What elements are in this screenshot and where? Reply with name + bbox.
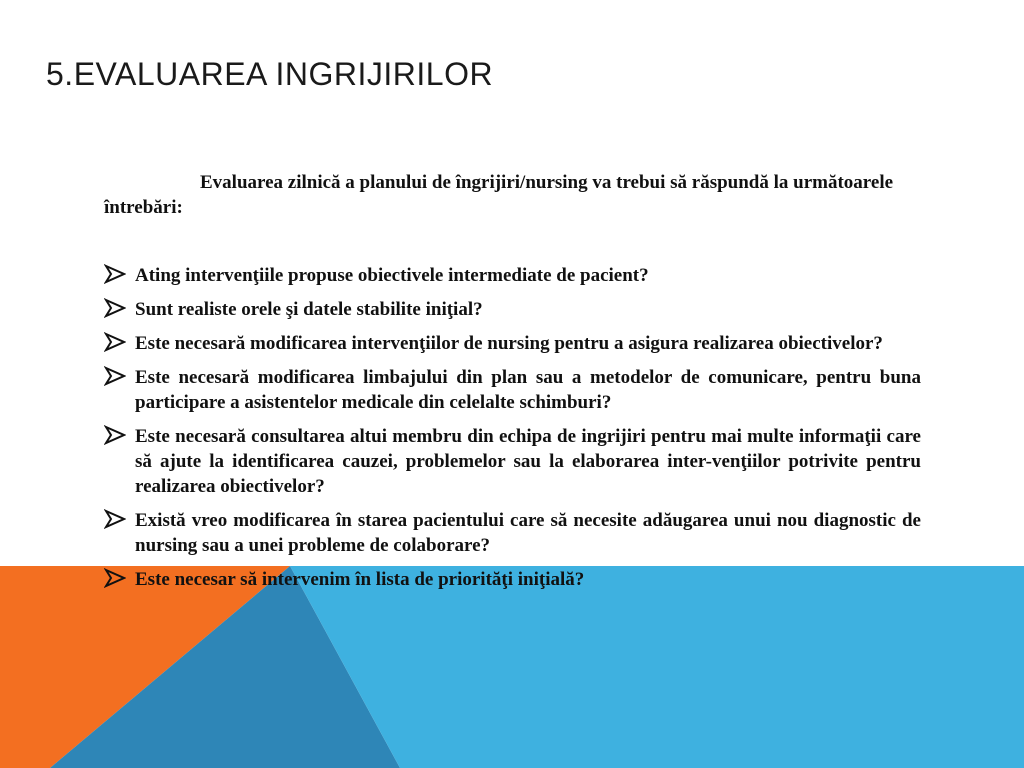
slide-title: 5.EVALUAREA INGRIJIRILOR (46, 56, 494, 92)
list-item (104, 331, 921, 356)
list-item (104, 424, 921, 499)
list-item-text: Este necesară consultarea altui membru din echipa de ingrijiri pentru mai multe informaţii care să ajute la identificarea cauzei, problemelor sau la elaborarea inter-venţiilor potrivite pentru realizarea obiectivelor? (135, 426, 921, 497)
list-item (104, 567, 921, 592)
list-item-text: Este necesară modificarea limbajului din plan sau a metodelor de comunicare, pentru buna participare a asistentelor medicale din celelalte schimburi? (135, 367, 921, 413)
list-item-text: Este necesară modificarea intervenţiilor de nursing pentru a asigura realizarea obiectivelor? (135, 333, 883, 354)
list-item-text: Este necesar să intervenim în lista de priorităţi iniţială? (135, 569, 585, 590)
list-item-text: Ating intervenţiile propuse obiectivele intermediate de pacient? (135, 265, 649, 286)
list-item-text: Există vreo modificarea în starea pacientului care să necesite adăugarea unui nou diagnostic de nursing sau a unei probleme de colaborare? (135, 510, 921, 556)
arrow-bullet-icon (104, 366, 126, 386)
arrow-bullet-icon (104, 509, 126, 529)
list-item (104, 508, 921, 558)
slide-body (104, 170, 921, 601)
list-item-text: Sunt realiste orele şi datele stabilite iniţial? (135, 299, 483, 320)
intro-paragraph: Evaluarea zilnică a planului de îngrijiri/nursing va trebui să răspundă la următoarele întrebări: (104, 172, 894, 218)
question-list (104, 263, 921, 592)
arrow-bullet-icon (104, 298, 126, 318)
list-item (104, 263, 921, 288)
arrow-bullet-icon (104, 425, 126, 445)
arrow-bullet-icon (104, 332, 126, 352)
arrow-bullet-icon (104, 264, 126, 284)
list-item (104, 365, 921, 415)
list-item (104, 297, 921, 322)
arrow-bullet-icon (104, 568, 126, 588)
